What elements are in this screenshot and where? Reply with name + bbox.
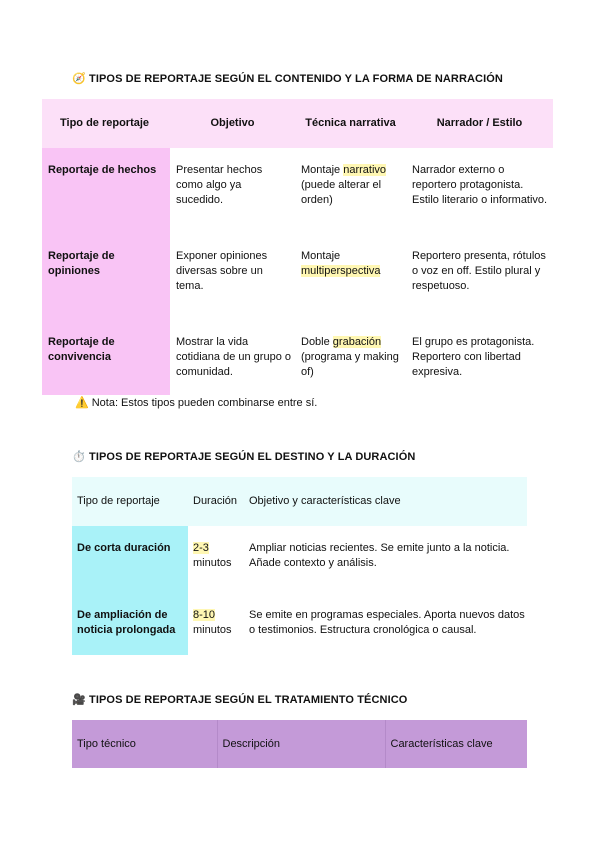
duration-cell (188, 593, 244, 655)
note (75, 396, 317, 409)
technical-types-table (72, 720, 527, 768)
row-type-cell: Reportaje de opiniones (42, 234, 170, 320)
narrator-cell: El grupo es protagonista. Reportero con libertad expresiva. (412, 336, 535, 378)
column-header: Descripción (217, 720, 385, 768)
highlighted-term: grabación (332, 336, 382, 348)
warning-icon: ⚠️ (75, 397, 89, 409)
table-header-row (72, 477, 527, 526)
table-header-row (42, 99, 553, 148)
column-header: Objetivo y características clave (244, 477, 527, 526)
table-row (72, 593, 527, 655)
section-3-title-text: TIPOS DE REPORTAJE SEGÚN EL TRATAMIENTO TÉCNICO (89, 693, 408, 706)
row-type-cell: Reportaje de convivencia (42, 320, 170, 395)
duration-cell (188, 526, 244, 593)
objective-cell: Presentar hechos como algo ya sucedido. (176, 164, 263, 206)
objective-cell: Exponer opiniones diversas sobre un tema. (176, 250, 268, 292)
highlighted-term: 8-10 (193, 609, 216, 621)
table-row (42, 234, 553, 320)
narrator-cell: Reportero presenta, rótulos o voz en off. Estilo plural y respetuoso. (412, 250, 546, 292)
section-1-title (72, 72, 503, 85)
compass-icon: 🧭 (72, 73, 86, 85)
highlighted-term: 2-3 (193, 542, 209, 554)
row-type-cell: Reportaje de hechos (42, 148, 170, 234)
column-header: Narrador / Estilo (406, 99, 553, 148)
technique-cell (295, 148, 406, 234)
technique-text: Doble (301, 336, 333, 348)
highlighted-term: narrativo (343, 164, 386, 176)
stopwatch-icon: ⏱️ (72, 451, 86, 463)
column-header: Características clave (385, 720, 527, 768)
section-2-title (72, 450, 415, 463)
column-header: Tipo de reportaje (42, 99, 170, 148)
objective-cell: Ampliar noticias recientes. Se emite junto a la noticia. Añade contexto y análisis. (249, 542, 510, 569)
row-type-cell: De ampliación de noticia prolongada (72, 593, 188, 655)
technique-cell (295, 320, 406, 395)
technique-text: (puede alterar el orden) (301, 179, 382, 206)
column-header: Duración (188, 477, 244, 526)
duration-unit: minutos (193, 557, 232, 569)
highlighted-term: multiperspectiva (301, 265, 381, 277)
table-row (72, 526, 527, 593)
table-row (42, 148, 553, 234)
duration-types-table (72, 477, 527, 655)
section-2-title-text: TIPOS DE REPORTAJE SEGÚN EL DESTINO Y LA DURACIÓN (89, 450, 416, 463)
column-header: Técnica narrativa (295, 99, 406, 148)
section-1-title-text: TIPOS DE REPORTAJE SEGÚN EL CONTENIDO Y LA FORMA DE NARRACIÓN (89, 72, 503, 85)
objective-cell: Mostrar la vida cotidiana de un grupo o comunidad. (176, 336, 291, 378)
duration-unit: minutos (193, 624, 232, 636)
note-text: Nota: Estos tipos pueden combinarse entre sí. (91, 396, 318, 409)
table-header-row (72, 720, 527, 768)
column-header: Objetivo (170, 99, 295, 148)
section-3-title (72, 693, 407, 706)
movie-camera-icon: 🎥 (72, 694, 86, 706)
technique-text: Montaje (301, 250, 341, 262)
narrator-cell: Narrador externo o reportero protagonista. Estilo literario o informativo. (412, 164, 548, 206)
technique-text: Montaje (301, 164, 344, 176)
column-header: Tipo técnico (72, 720, 217, 768)
objective-cell: Se emite en programas especiales. Aporta nuevos datos o testimonios. Estructura cronológica o causal. (249, 609, 525, 636)
column-header: Tipo de reportaje (72, 477, 188, 526)
technique-text: (programa y making of) (301, 351, 399, 378)
table-row (42, 320, 553, 395)
technique-cell (295, 234, 406, 320)
narration-types-table (42, 99, 553, 395)
row-type-cell: De corta duración (72, 526, 188, 593)
